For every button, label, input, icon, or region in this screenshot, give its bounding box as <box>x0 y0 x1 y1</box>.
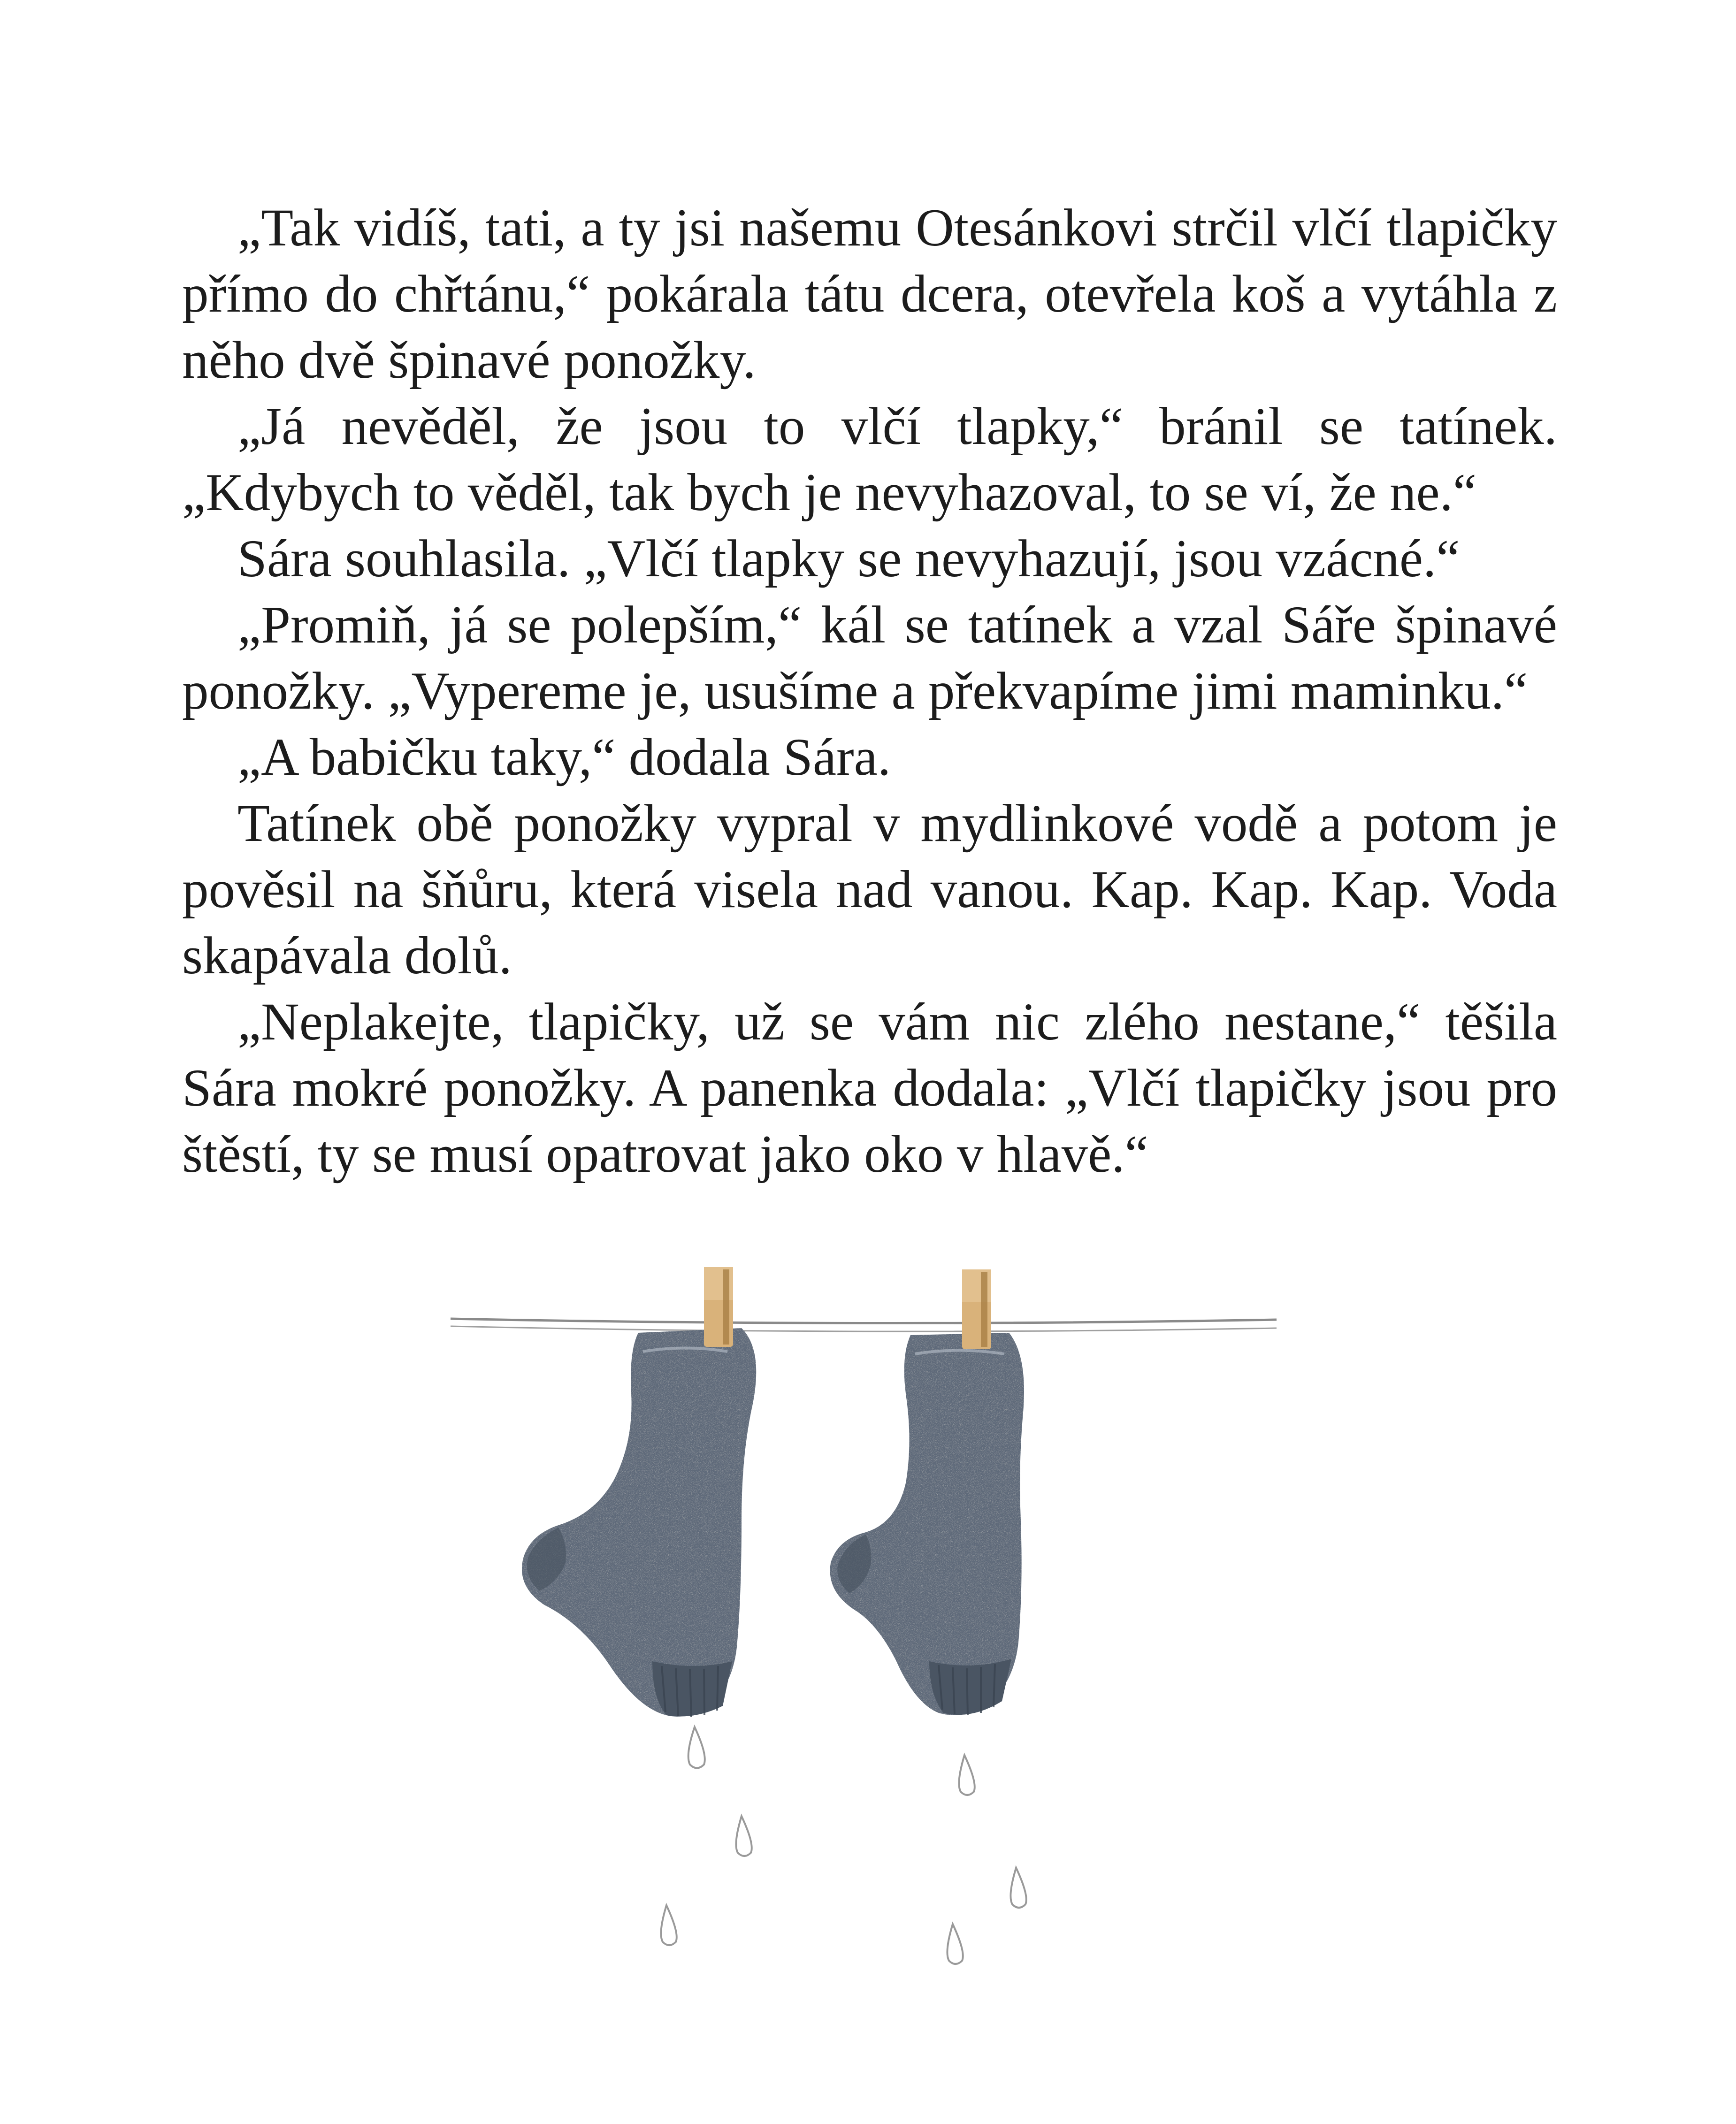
drop <box>947 1924 963 1964</box>
paragraph-2: „Já nevěděl, že jsou to vlčí tlapky,“ bránil se tatínek. „Kdybych to věděl, tak bych je nevyhazoval, to se ví, že ne.“ <box>182 397 1557 522</box>
story-text <box>182 195 1557 1187</box>
paragraph-7: „Neplakejte, tlapičky, už se vám nic zlého nestane,“ těšila Sára mokré ponožky. A panenka dodala: „Vlčí tlapičky jsou pro štěstí, ty se musí opatrovat jako oko v hlavě.“ <box>182 993 1557 1184</box>
drop <box>1010 1868 1026 1908</box>
paragraph-4: „Promiň, já se polepším,“ kál se tatínek a vzal Sáře špinavé ponožky. „Vypereme je, usušíme a překvapíme jimi maminku.“ <box>182 596 1557 720</box>
clothesline-second-strand <box>451 1326 1277 1331</box>
right-sock <box>830 1333 1024 1715</box>
paragraph-1: „Tak vidíš, tati, a ty jsi našemu Otesánkovi strčil vlčí tlapičky přímo do chřtánu,“ pokárala tátu dcera, otevřela koš a vytáhla z něho dvě špinavé ponožky. <box>182 199 1557 390</box>
socks-illustration <box>441 1258 1286 2102</box>
drop <box>688 1727 705 1768</box>
paragraph-3: Sára souhlasila. „Vlčí tlapky se nevyhazují, jsou vzácné.“ <box>237 529 1460 588</box>
right-clothespin <box>962 1269 991 1349</box>
left-clothespin <box>704 1267 733 1347</box>
clothesline <box>451 1319 1277 1323</box>
drop <box>736 1816 751 1856</box>
drop <box>959 1755 974 1795</box>
left-sock <box>522 1328 756 1717</box>
water-drops <box>661 1727 1026 1964</box>
paragraph-6: Tatínek obě ponožky vypral v mydlinkové vodě a potom je pověsil na šňůru, která visela nad vanou. Kap. Kap. Kap. Voda skapávala dolů. <box>182 794 1557 985</box>
drop <box>661 1905 676 1945</box>
paragraph-5: „A babičku taky,“ dodala Sára. <box>237 728 891 787</box>
